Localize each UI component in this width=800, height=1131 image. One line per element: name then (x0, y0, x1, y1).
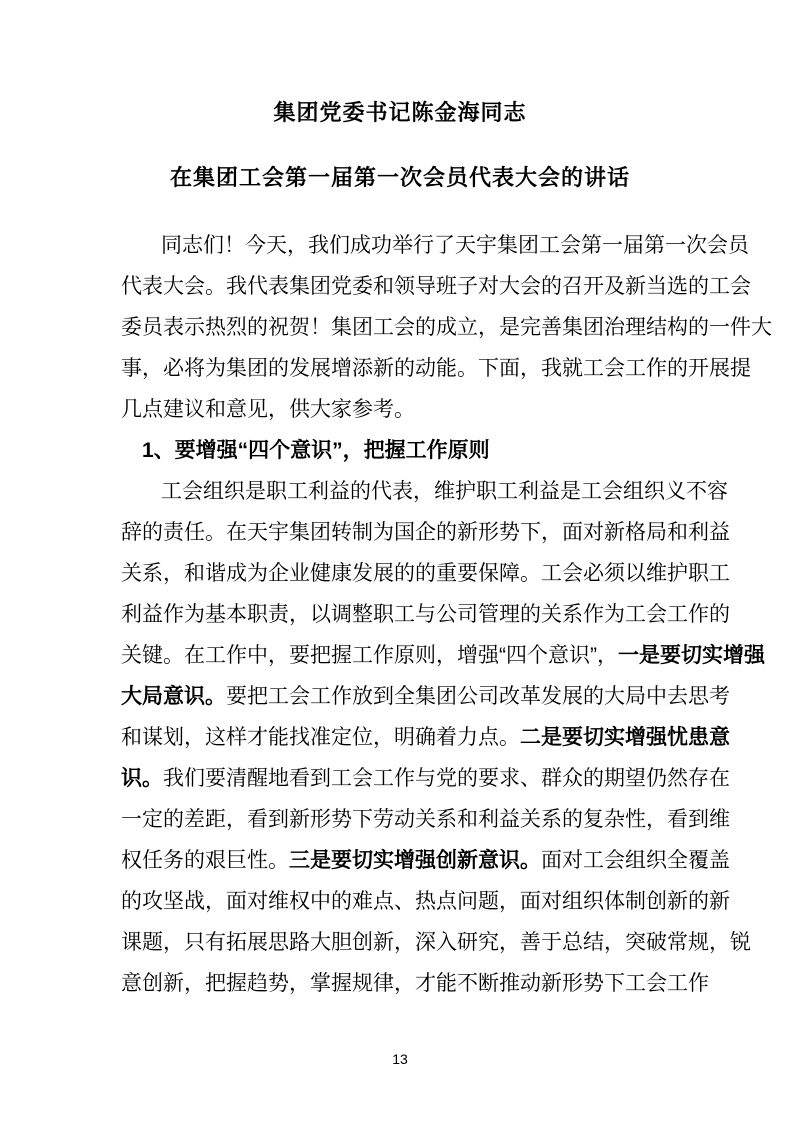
page-number: 13 (392, 1051, 408, 1067)
text-segment: 代表大会。我代表集团党委和领导班子对大会的召开及新当选的工会 (121, 275, 751, 298)
para2-line8 (121, 758, 730, 799)
para2-line1 (121, 471, 728, 512)
text-segment: 一定的差距，看到新形势下劳动关系和利益关系的复杂性，看到维 (121, 808, 730, 831)
document-body (0, 225, 800, 1004)
para2-line11 (121, 881, 730, 922)
para1-line2 (121, 266, 751, 307)
text-segment: 委员表示热烈的祝贺！集团工会的成立，是完善集团治理结构的一件大 (121, 316, 772, 339)
para2-line9 (121, 799, 730, 840)
bold-text-segment: 二是要切实增强忧患意 (520, 726, 730, 749)
text-segment: 要把工会工作放到全集团公司改革发展的大局中去思考 (226, 685, 730, 708)
text-segment: 我们要清醒地看到工会工作与党的要求、群众的期望仍然存在 (163, 767, 730, 790)
para2-line4 (121, 594, 730, 635)
para2-line12 (121, 922, 751, 963)
text-segment: 的攻坚战，面对维权中的难点、热点问题，面对组织体制创新的新 (121, 890, 730, 913)
para1-line1 (121, 225, 749, 266)
para2-line7 (121, 717, 730, 758)
text-segment: 课题，只有拓展思路大胆创新，深入研究，善于总结，突破常规，锐 (121, 931, 751, 954)
para1-line3 (121, 307, 772, 348)
bold-text-segment: 三是要切实增强创新意识。 (289, 849, 541, 872)
para2-line13 (121, 963, 710, 1004)
para1-line5 (121, 389, 710, 430)
text-segment: 事，必将为集团的发展增添新的动能。下面，我就工会工作的开展提 (121, 357, 751, 380)
para2-line6 (121, 676, 730, 717)
para2-line5 (121, 635, 765, 676)
text-segment: 同志们！今天，我们成功举行了天宇集团工会第一届第一次会员 (161, 234, 749, 257)
text-segment: 权任务的艰巨性。 (121, 849, 289, 872)
para2-line3 (121, 553, 730, 594)
text-segment: 工会组织是职工利益的代表，维护职工利益是工会组织义不容 (161, 480, 728, 503)
document-title-line1: 集团党委书记陈金海同志 (273, 100, 527, 125)
text-segment: 关键。在工作中，要把握工作原则，增强“四个意识”， (121, 644, 618, 667)
text-segment: 关系，和谐成为企业健康发展的的重要保障。工会必须以维护职工 (121, 562, 730, 585)
bold-text-segment: 大局意识。 (121, 685, 226, 708)
bold-text-segment: 1、要增强“四个意识”，把握工作原则 (142, 439, 490, 462)
text-segment: 几点建议和意见，供大家参考。 (121, 398, 415, 421)
text-segment: 利益作为基本职责，以调整职工与公司管理的关系作为工会工作的 (121, 603, 730, 626)
section-heading-1 (121, 430, 710, 471)
para1-line4 (121, 348, 751, 389)
bold-text-segment: 一是要切实增强 (617, 644, 765, 667)
text-segment: 辞的责任。在天宇集团转制为国企的新形势下，面对新格局和利益 (121, 521, 730, 544)
para2-line10 (121, 840, 730, 881)
document-title-line2: 在集团工会第一届第一次会员代表大会的讲话 (169, 165, 630, 190)
para2-line2 (121, 512, 730, 553)
text-segment: 面对工会组织全覆盖 (541, 849, 730, 872)
text-segment: 意创新，把握趋势，掌握规律，才能不断推动新形势下工会工作 (121, 972, 709, 995)
text-segment: 和谋划，这样才能找准定位，明确着力点。 (121, 726, 520, 749)
bold-text-segment: 识。 (121, 767, 163, 790)
